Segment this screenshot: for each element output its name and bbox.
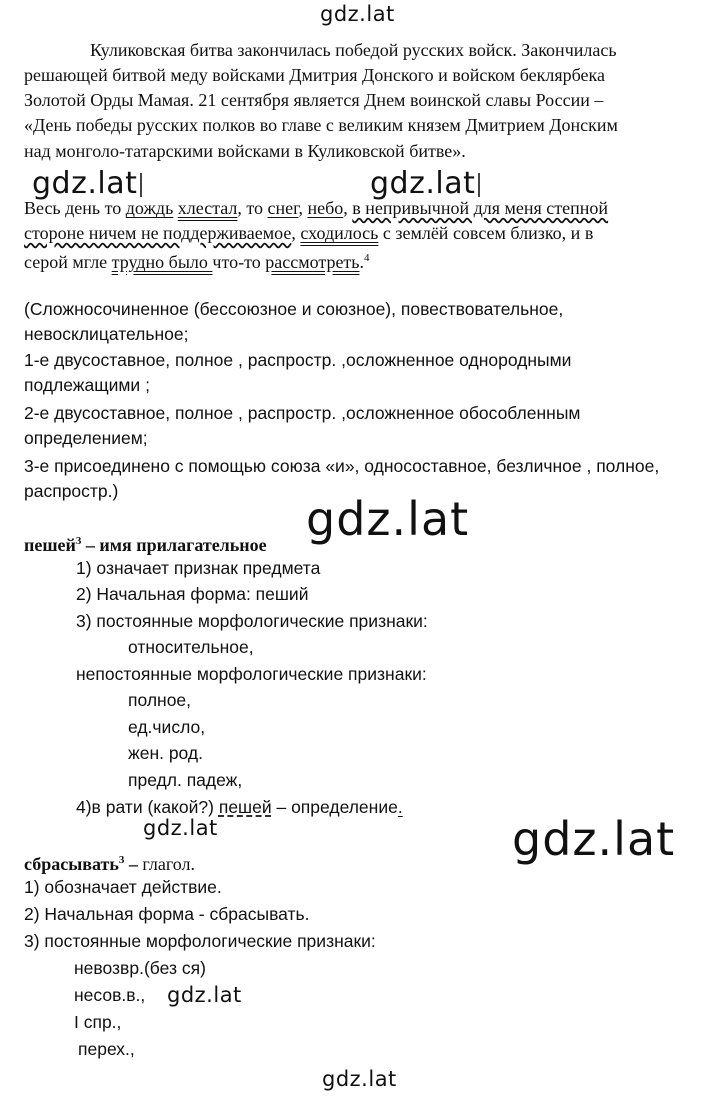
predicate-word: сходилось: [300, 223, 379, 243]
watermark-text: gdz.lat: [370, 166, 476, 201]
paragraph-line: над монголо-татарскими войсками в Куликовской битве».: [24, 141, 466, 161]
watermark-large-1: gdz.lat: [306, 492, 470, 546]
subject-word: дождь: [125, 198, 174, 218]
item-text: .: [397, 797, 403, 817]
paragraph-line: Куликовская битва закончилась победой русских войск. Закончилась: [90, 40, 617, 60]
peshei-item: непостоянные морфологические признаки:: [76, 664, 427, 684]
sentence-text: ,: [343, 198, 353, 218]
participial-phrase: в непривычной для меня степной: [352, 198, 609, 218]
sbrasyvat-item: 2) Начальная форма - сбрасывать.: [24, 904, 310, 924]
heading-sup: 3: [75, 535, 82, 547]
sbrasyvat-item: невозвр.(без ся): [74, 958, 206, 978]
peshei-final-item: [76, 795, 403, 819]
analysis-line: определением;: [24, 428, 148, 448]
analysis-line: (Сложносочиненное (бессоюзное и союзное), повествовательное,: [24, 299, 564, 319]
sentence-line-1: [24, 196, 608, 220]
heading-word: пешей: [24, 535, 76, 555]
watermark-small-3: gdz.lat: [167, 983, 242, 1007]
predicate-word: трудно было: [111, 252, 213, 272]
paragraph-line: «День победы русских полков во главе с великим князем Дмитрием Донским: [24, 115, 618, 135]
sentence-text: серой мгле: [24, 252, 112, 272]
peshei-item: относительное,: [128, 637, 254, 657]
watermark-bottom: gdz.lat: [322, 1067, 397, 1091]
analysis-line: подлежащими ;: [24, 375, 150, 395]
watermark-small-2: gdz.lat: [143, 816, 218, 840]
participial-phrase: стороне ничем не поддерживаемое: [24, 223, 292, 243]
subject-word: снег: [267, 198, 299, 218]
heading-dash: –: [124, 854, 138, 874]
item-text: 4)в рати (какой?): [76, 797, 219, 817]
peshei-item: 1) означает признак предмета: [76, 558, 321, 578]
sbrasyvat-item: 1) обозначает действие.: [24, 877, 222, 897]
item-text: – определение: [271, 797, 398, 817]
watermark-text: gdz.lat: [32, 166, 138, 201]
cursor-mark: [140, 173, 142, 197]
sentence-text: ,: [298, 198, 308, 218]
analysis-line: невосклицательное;: [24, 324, 189, 344]
sentence-text: с землёй совсем близко, и в: [378, 223, 594, 243]
sentence-text: , то: [237, 198, 268, 218]
footnote-number: 4: [364, 252, 370, 264]
sentence-line-2: [24, 221, 593, 245]
sentence-line-3: [24, 246, 370, 274]
heading-rest: глагол.: [137, 854, 196, 874]
cursor-mark: [478, 173, 480, 197]
sbrasyvat-heading: [24, 848, 195, 876]
sbrasyvat-item: 3) постоянные морфологические признаки:: [24, 931, 376, 951]
peshei-item: полное,: [128, 690, 192, 710]
subject-word: небо: [307, 198, 344, 218]
sbrasyvat-item: несов.в.,: [74, 985, 146, 1005]
peshei-item: жен. род.: [128, 743, 203, 763]
watermark-top: gdz.lat: [320, 2, 395, 26]
predicate-word: хлестал: [177, 198, 238, 218]
peshei-item: 2) Начальная форма: пеший: [76, 584, 309, 604]
peshei-heading: [24, 529, 267, 557]
sentence-text: ,: [291, 223, 301, 243]
peshei-item: 3) постоянные морфологические признаки:: [76, 611, 428, 631]
sentence-text: .: [359, 252, 365, 272]
analysis-line: 2-е двусоставное, полное , распростр. ,осложненное обособленным: [24, 403, 581, 423]
paragraph-line: Золотой Орды Мамая. 21 сентября является Днем воинской славы России –: [24, 90, 604, 110]
paragraph-line: решающей битвой меду войсками Дмитрия Донского и войском беклярбека: [24, 65, 605, 85]
analysis-line: 3-е присоединено с помощью союза «и», односоставное, безличное , полное,: [24, 456, 660, 476]
heading-word: сбрасывать: [24, 854, 119, 874]
sentence-text: Весь день то: [24, 198, 126, 218]
sbrasyvat-item: I спр.,: [74, 1012, 122, 1032]
attribute-word: пешей: [218, 797, 272, 817]
sbrasyvat-item: перех.,: [78, 1039, 135, 1059]
analysis-line: 1-е двусоставное, полное , распростр. ,осложненное однородными: [24, 350, 572, 370]
peshei-item: предл. падеж,: [128, 770, 243, 790]
heading-rest: – имя прилагательное: [81, 535, 267, 555]
analysis-line: распростр.): [24, 481, 119, 501]
peshei-item: ед.число,: [128, 717, 206, 737]
watermark-large-2: gdz.lat: [512, 812, 676, 866]
heading-sup: 3: [118, 854, 125, 866]
sentence-text: что-то: [212, 252, 266, 272]
predicate-word: рассмотреть: [265, 252, 360, 272]
